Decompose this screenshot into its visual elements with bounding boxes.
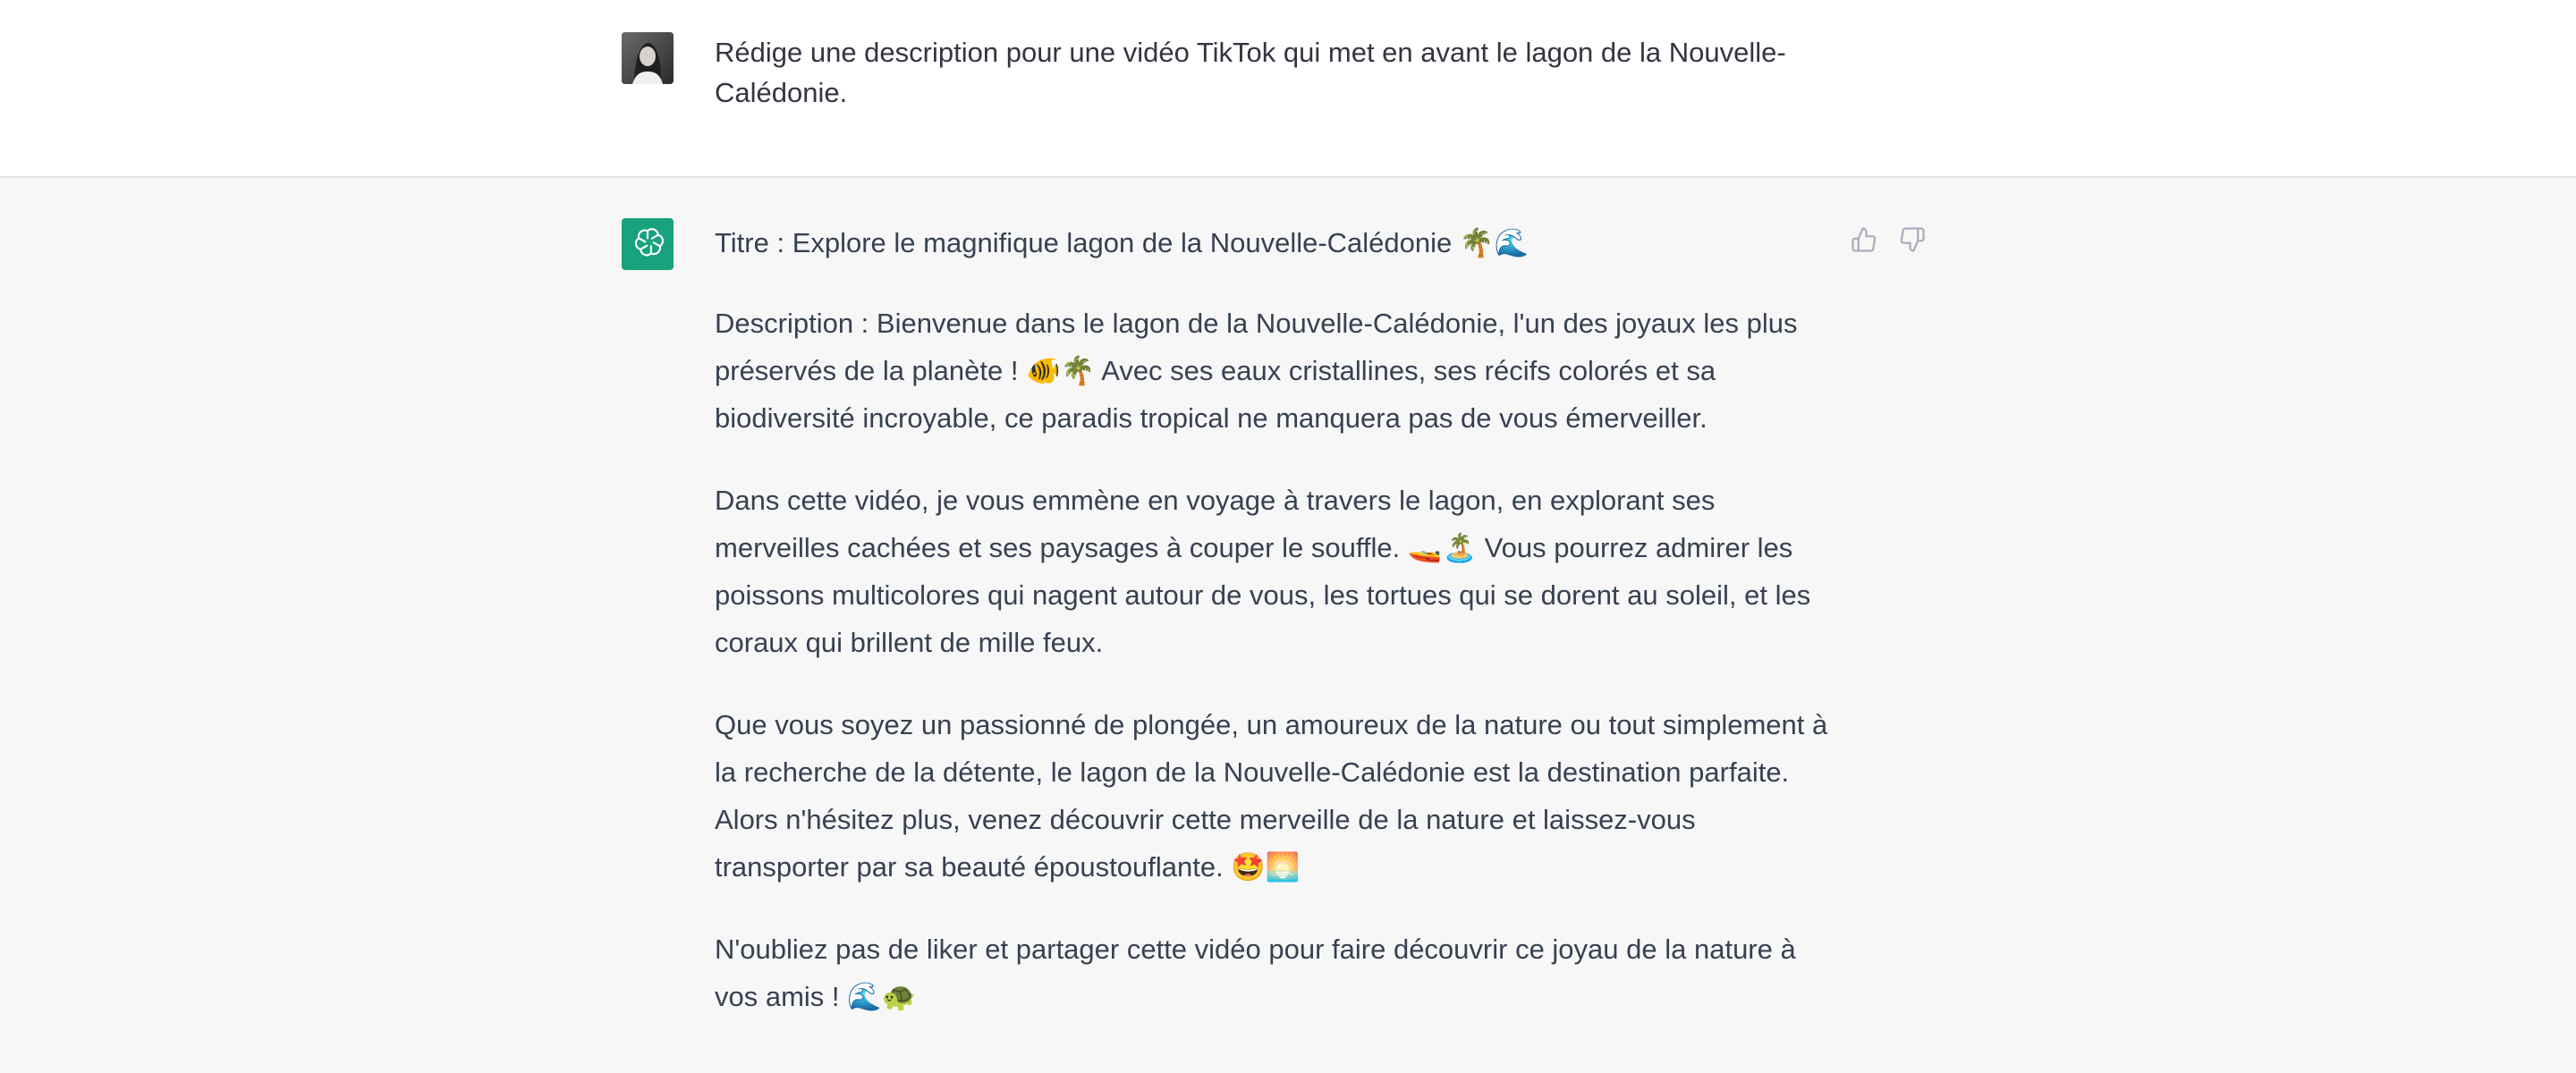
user-avatar <box>622 32 674 84</box>
assistant-paragraph: Que vous soyez un passionné de plongée, un amoureux de la nature ou tout simplement à la recherche de la détente, le lagon de la Nouvelle-Calédonie est la destination parfaite. Alors n'hésitez plus, venez découvrir cette merveille de la nature et laissez-vous transporter par sa beauté époustouflante. 🤩🌅 <box>715 709 1828 883</box>
thumbs-up-icon <box>1851 226 1877 253</box>
thumbs-up-button[interactable] <box>1848 224 1880 256</box>
feedback-buttons <box>1848 224 1928 256</box>
user-message-block <box>0 0 2576 178</box>
user-message-text: Rédige une description pour une vidéo TikTok qui met en avant le lagon de la Nouvelle-Calédonie. <box>715 37 1786 108</box>
thumbs-down-icon <box>1899 226 1926 253</box>
assistant-message-content <box>715 222 1833 1055</box>
assistant-paragraph: Description : Bienvenue dans le lagon de la Nouvelle-Calédonie, l'un des joyaux les plus préservés de la planète ! 🐠🌴 Avec ses eaux cristallines, ses récifs colorés et sa biodiversité incroyable, ce paradis tropical ne manquera pas de vous émerveiller. <box>715 308 1798 434</box>
assistant-paragraph: Dans cette vidéo, je vous emmène en voyage à travers le lagon, en explorant ses merveilles cachées et ses paysages à couper le souffle. 🚤🏝️ Vous pourrez admirer les poissons multicolores qui nagent autour de vous, les tortues qui se dorent au soleil, et les coraux qui brillent de mille feux. <box>715 485 1811 658</box>
assistant-paragraph: N'oubliez pas de liker et partager cette vidéo pour faire découvrir ce joyau de la nature à vos amis ! 🌊🐢 <box>715 934 1796 1012</box>
assistant-avatar <box>622 218 674 270</box>
user-photo-icon <box>622 32 674 84</box>
assistant-paragraph-title: Titre : Explore le magnifique lagon de la Nouvelle-Calédonie 🌴🌊 <box>715 227 1530 258</box>
openai-logo-icon <box>630 226 665 262</box>
thumbs-down-button[interactable] <box>1896 224 1928 256</box>
